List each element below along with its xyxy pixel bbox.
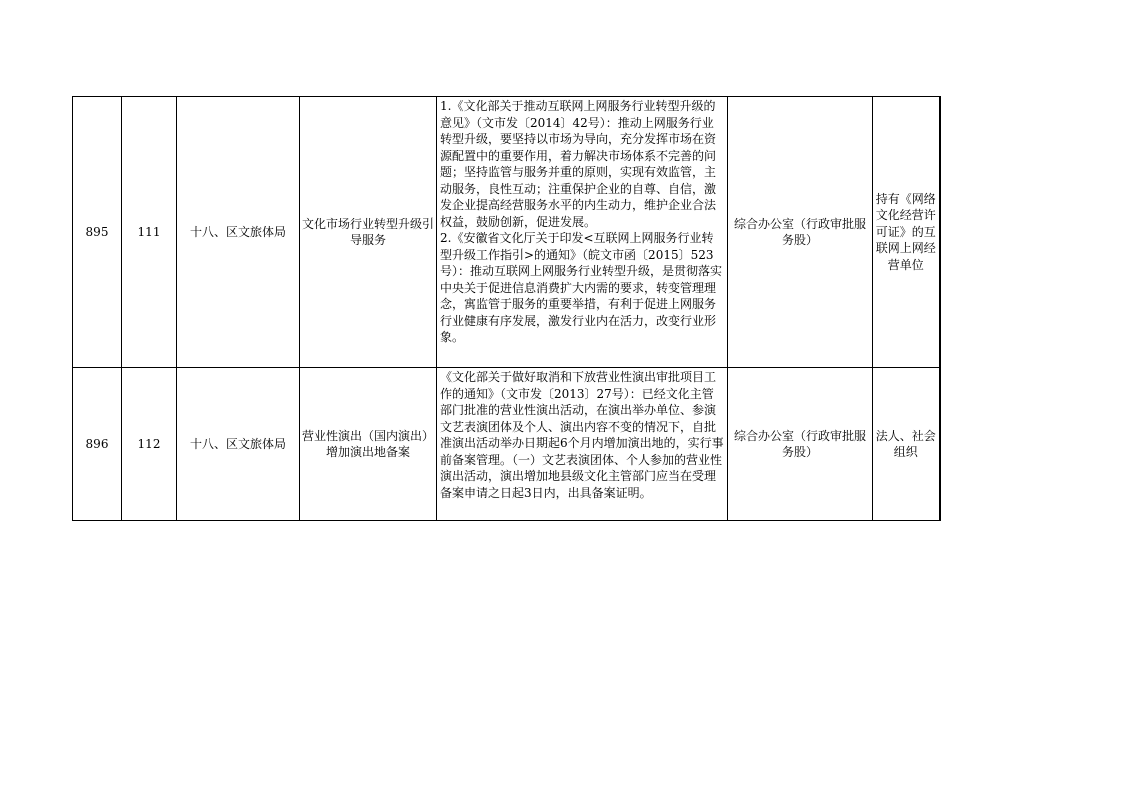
seq-cell: 896 <box>73 368 122 521</box>
table-row <box>73 97 940 368</box>
item-name-cell: 文化市场行业转型升级引导服务 <box>300 97 437 368</box>
sub-seq-cell: 111 <box>122 97 177 368</box>
legal-basis-cell <box>437 368 728 521</box>
office-cell: 综合办公室（行政审批服务股） <box>728 97 873 368</box>
table-row <box>73 368 940 521</box>
target-cell: 法人、社会组织 <box>873 368 940 521</box>
service-items-table <box>72 96 941 521</box>
item-name-cell: 营业性演出（国内演出）增加演出地备案 <box>300 368 437 521</box>
seq-cell: 895 <box>73 97 122 368</box>
office-cell: 综合办公室（行政审批服务股） <box>728 368 873 521</box>
legal-basis-paragraph: 《文化部关于做好取消和下放营业性演出审批项目工作的通知》（文市发〔2013〕27号）：已经文化主管部门批准的营业性演出活动，在演出举办单位、参演文艺表演团体及个人、演出内容不变的情况下，自批准演出活动举办日期起6个月内增加演出地的，实行事前备案管理。（一）文艺表演团体、个人参加的营业性演出活动，演出增加地县级文化主管部门应当在受理备案申请之日起3日内，出具备案证明。 <box>440 370 724 500</box>
legal-basis-cell <box>437 97 728 368</box>
department-cell: 十八、区文旅体局 <box>177 97 300 368</box>
target-cell: 持有《网络文化经营许可证》的互联网上网经营单位 <box>873 97 940 368</box>
department-cell: 十八、区文旅体局 <box>177 368 300 521</box>
legal-basis-paragraph: 1.《文化部关于推动互联网上网服务行业转型升级的意见》（文市发〔2014〕42号）：推动上网服务行业转型升级，要坚持以市场为导向，充分发挥市场在资源配置中的重要作用，着力解决市场体系不完善的问题；坚持监管与服务并重的原则，实现有效监管，主动服务，良性互动；注重保护企业的自尊、自信，激发企业提高经营服务水平的内生动力，维护企业合法权益，鼓励创新，促进发展。 <box>440 99 717 229</box>
legal-basis-paragraph: 2.《安徽省文化厅关于印发<互联网上网服务行业转型升级工作指引>的通知》（皖文市函〔2015〕523号）：推动互联网上网服务行业转型升级，是贯彻落实中央关于促进信息消费扩大内需的要求，转变管理理念，寓监管于服务的重要举措，有利于促进上网服务行业健康有序发展，激发行业内在活力，改变行业形象。 <box>440 231 723 344</box>
sub-seq-cell: 112 <box>122 368 177 521</box>
